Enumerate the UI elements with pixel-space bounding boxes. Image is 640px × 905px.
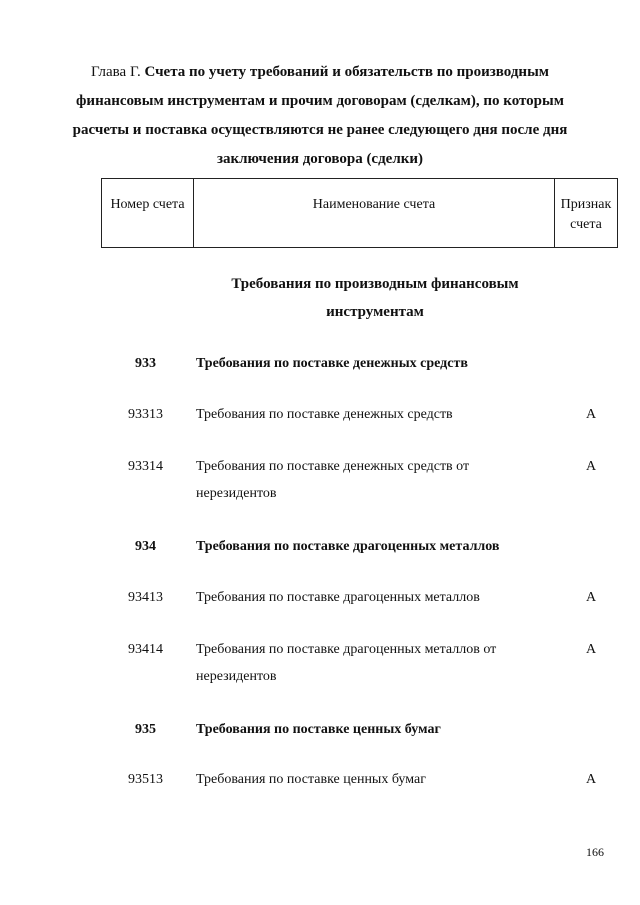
account-sign: А bbox=[585, 407, 597, 422]
accounts-table-header bbox=[101, 178, 618, 248]
chapter-title: Счета по учету требований и обязательств по производным финансовым инструментам и прочим договорам (сделкам), по которым расчеты и поставка осуществляются не ранее следующего дня после дня заключения договора (сделки) bbox=[72, 64, 568, 167]
account-sign: А bbox=[585, 772, 597, 787]
column-header-number: Номер счета bbox=[102, 179, 194, 248]
column-header-sign: Признак счета bbox=[555, 179, 618, 248]
account-sign: А bbox=[585, 642, 597, 657]
account-number: 93313 bbox=[128, 407, 163, 422]
account-number: 93314 bbox=[128, 459, 163, 474]
chapter-heading bbox=[60, 58, 580, 174]
account-name: Требования по поставке денежных средств bbox=[196, 356, 468, 371]
account-name: Требования по поставке драгоценных металлов bbox=[196, 539, 500, 554]
account-number: 934 bbox=[135, 539, 156, 554]
account-name: Требования по поставке ценных бумаг bbox=[196, 722, 441, 737]
account-number: 933 bbox=[135, 356, 156, 371]
account-name: Требования по поставке ценных бумаг bbox=[196, 772, 426, 787]
section-title: Требования по производным финансовым инструментам bbox=[231, 276, 519, 320]
account-number: 93513 bbox=[128, 772, 163, 787]
account-sign: А bbox=[585, 590, 597, 605]
account-name: Требования по поставке драгоценных металлов bbox=[196, 590, 480, 605]
account-name: Требования по поставке денежных средств от нерезидентов bbox=[196, 459, 470, 501]
account-name: Требования по поставке денежных средств bbox=[196, 407, 453, 422]
column-header-name: Наименование счета bbox=[194, 179, 555, 248]
page-number: 166 bbox=[586, 845, 604, 859]
account-number: 935 bbox=[135, 722, 156, 737]
account-number: 93413 bbox=[128, 590, 163, 605]
account-number: 93414 bbox=[128, 642, 163, 657]
chapter-prefix: Глава Г. bbox=[90, 64, 145, 80]
account-sign: А bbox=[585, 459, 597, 474]
account-name: Требования по поставке драгоценных металлов от нерезидентов bbox=[196, 642, 497, 684]
